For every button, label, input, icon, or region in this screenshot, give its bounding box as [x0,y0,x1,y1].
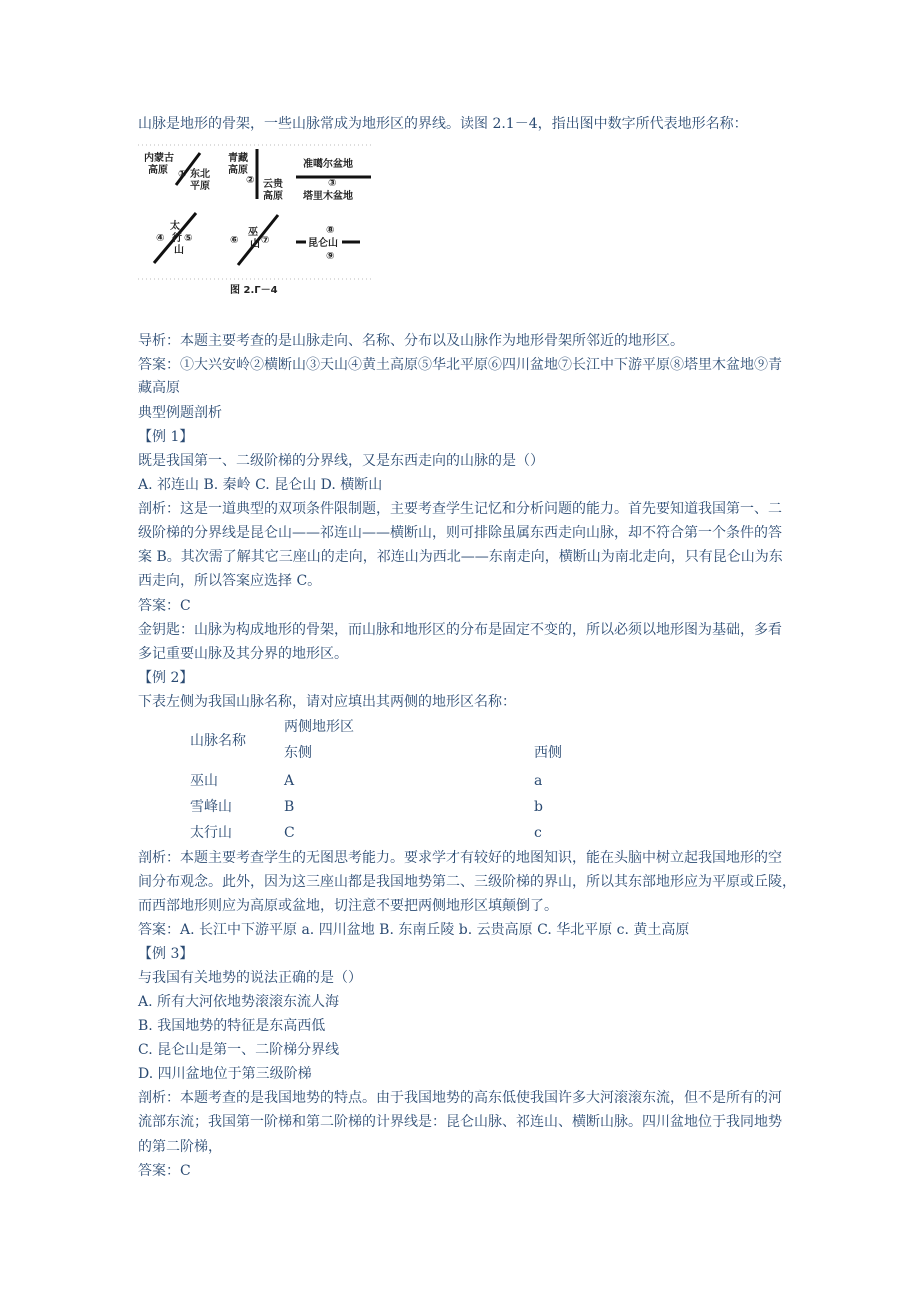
table-header-east: 东侧 [284,745,312,761]
panel4-number-left: ④ [156,233,165,244]
answer-text: 答案：①大兴安岭②横断山③天山④黄土高原⑤华北平原⑥四川盆地⑦长江中下游平原⑧塔里木盆地⑨青 [138,357,782,373]
example1-options: A. 祁连山 B. 秦岭 C. 昆仑山 D. 横断山 [138,477,383,493]
intro-text: 山脉是地形的骨架，一些山脉常成为地形区的界线。读图 2.1－4，指出图中数字所代表地形名称： [138,116,748,132]
table-header-mountain: 山脉名称 [190,733,246,749]
panel4-number-right: ⑤ [184,233,193,244]
panel2-label-top-1: 青藏 [228,153,248,164]
figure-caption: 图 2.Г－4 [230,285,278,296]
panel6-number-top: ⑧ [326,225,335,236]
table-row-1-mountain: 巫山 [190,773,218,789]
panel4-mountain-char-3: 山 [174,245,184,256]
panel5-mountain-char-1: 巫 [248,227,258,238]
example3-analysis-2: 流部东流；我国第一阶梯和第二阶梯的计界线是：昆仑山脉、祁连山、横断山脉。四川盆地位于我同地势 [138,1114,782,1130]
table-row-1-east: A [284,773,295,789]
panel6-mountain-label: 昆仑山 [308,238,338,249]
table-row-3-west: c [534,825,542,841]
panel2-label-bottom-2: 高原 [263,191,283,202]
example1-answer: 答案：C [138,598,191,614]
panel5-number-left: ⑥ [230,235,239,246]
answer-text-cont: 藏高原 [138,380,180,396]
table-row-2-east: B [284,799,295,815]
panel1-label-top-1: 内蒙古 [144,153,174,164]
example3-option-c: C. 昆仑山是第一、二阶梯分界线 [138,1042,340,1058]
panel1-number: ① [178,169,187,180]
example2-analysis-1: 剖析：本题主要考查学生的无图思考能力。要求学才有较好的地图知识，能在头脑中树立起我国地形的空 [138,850,782,866]
panel2-label-top-2: 高原 [228,165,248,176]
panel3-label-top: 准噶尔盆地 [303,159,353,170]
example2-heading: 【例 2】 [138,670,194,686]
example1-analysis-2: 级阶梯的分界线是昆仑山——祁连山——横断山，则可排除虽属东西走向山脉，却不符合第一个条件的答 [138,525,782,541]
panel4-mountain-char-1: 太 [170,221,180,232]
figure-svg [138,143,374,303]
section-heading: 典型例题剖析 [138,405,222,421]
guide-text: 导析：本题主要考查的是山脉走向、名称、分布以及山脉作为地形骨架所邻近的地形区。 [138,333,684,349]
table-row-2-mountain: 雪峰山 [190,799,232,815]
example3-option-d: D. 四川盆地位于第三级阶梯 [138,1066,312,1082]
example2-question: 下表左侧为我国山脉名称，请对应填出其两侧的地形区名称： [138,694,516,710]
panel3-label-bottom: 塔里木盆地 [303,191,353,202]
example1-analysis-3: 案 B。其次需了解其它三座山的走向，祁连山为西北——东南走向，横断山为南北走向，只有昆仑山为东 [138,549,783,565]
example1-heading: 【例 1】 [138,429,194,445]
table-row-1-west: a [534,773,543,789]
example1-analysis-4: 西走向，所以答案应选择 C。 [138,573,322,589]
panel1-label-bottom-2: 平原 [190,181,210,192]
panel5-mountain-char-2: 山 [250,239,260,250]
panel5-number-right: ⑦ [261,235,270,246]
example3-option-b: B. 我国地势的特征是东高西低 [138,1018,326,1034]
panel3-number: ③ [328,178,337,189]
example3-heading: 【例 3】 [138,946,194,962]
example2-answer: 答案：A. 长江中下游平原 a. 四川盆地 B. 东南丘陵 b. 云贵高原 C. 华北平原 c. 黄土高原 [138,922,690,938]
panel4-mountain-char-2: 行 [172,233,182,244]
table-header-group: 两侧地形区 [284,719,354,735]
example3-option-a: A. 所有大河依地势滚滚东流人海 [138,994,340,1010]
table-row-2-west: b [534,799,543,815]
panel1-label-bottom-1: 东北 [190,169,210,180]
example3-analysis-1: 剖析：本题考查的是我国地势的特点。由于我国地势的高东低使我国许多大河滚滚东流，但不是所有的河 [138,1090,782,1106]
example2-analysis-2: 间分布观念。此外，因为这三座山都是我国地势第二、三级阶梯的界山，所以其东部地形应为平原或丘陵， [138,874,796,890]
example3-question: 与我国有关地势的说法正确的是（） [138,970,362,986]
table-header-west: 西侧 [534,745,562,761]
table-row-3-mountain: 太行山 [190,825,232,841]
table-row-3-east: C [284,825,295,841]
example1-analysis-1: 剖析：这是一道典型的双项条件限制题，主要考查学生记忆和分析问题的能力。首先要知道我国第一、二 [138,501,782,517]
example3-analysis-3: 的第二阶梯， [138,1139,222,1155]
panel2-number: ② [246,175,255,186]
example1-question: 既是我国第一、二级阶梯的分界线，又是东西走向的山脉的是（） [138,453,544,469]
example3-answer: 答案：C [138,1163,191,1179]
panel2-label-bottom-1: 云贵 [263,179,283,190]
panel1-label-top-2: 高原 [148,165,168,176]
golden-key-2: 多记重要山脉及其分界的地形区。 [138,646,348,662]
mountain-terrain-figure [138,143,374,303]
golden-key-1: 金钥匙：山脉为构成地形的骨架，而山脉和地形区的分布是固定不变的，所以必须以地形图为基础，多看 [138,622,782,638]
example2-analysis-3: 而西部地形则应为高原或盆地，切注意不要把两侧地形区填颠倒了。 [138,898,558,914]
panel6-number-bottom: ⑨ [326,251,335,262]
